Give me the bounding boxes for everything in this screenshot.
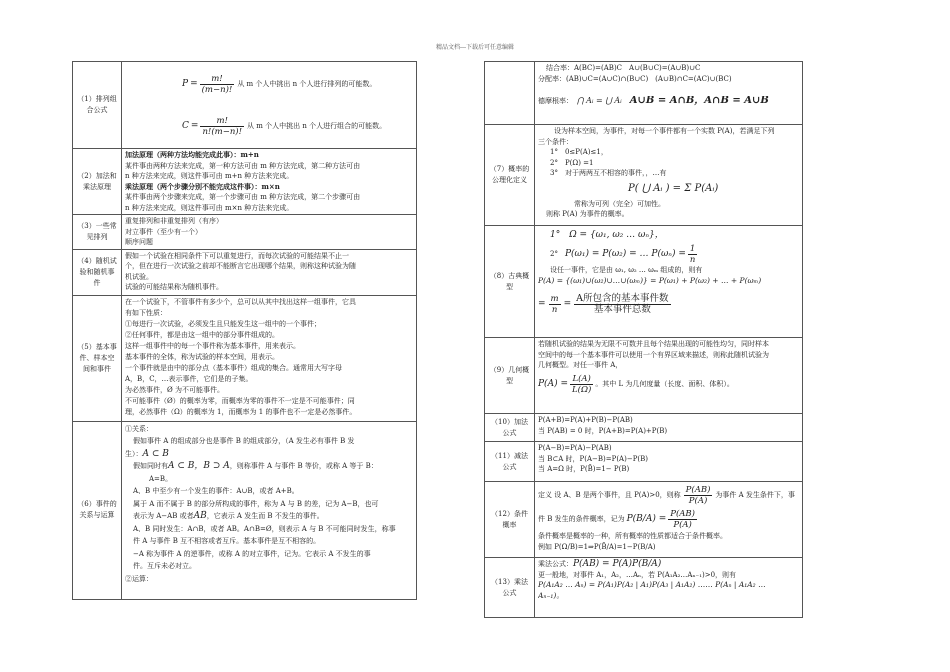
table-row <box>485 125 803 226</box>
text-line: 某件事由两种方法来完成，第一种方法可由 m 种方法完成，第二种方法可由 <box>125 161 361 170</box>
text-span: 。其中 L 为几何度量（长度、面积、体积）。 <box>595 380 734 389</box>
text-line: 更一般地，对事件 A₁，A₂，…Aₙ，若 P(A₁A₂…Aₙ₋₁)>0，则有 <box>538 570 737 579</box>
text-span: ，则称事件 A 与事件 B 等价，或称 A 等于 B： <box>229 462 378 470</box>
text-line: A、B 同时发生：A∩B，或者 AB。A∩B=Ø，则表示 A 与 B 不可能同时发生，称事 <box>133 524 396 533</box>
table-row <box>485 482 803 558</box>
text-line: 空间中的每一个基本事件可以使用一个有界区域来描述，则称此随机试验为 <box>538 350 769 359</box>
conditional-cell <box>535 482 803 558</box>
text-line: 乘法原理（两个步骤分别不能完成这件事）：m×n <box>125 181 280 191</box>
demorgan-formula: A∪B = Ā∩B̄，A∩B = Ā∪B̄ <box>629 96 769 106</box>
geo-fraction: $\frac{L(A)}{L(\Omega)}$ <box>571 374 592 395</box>
classic-ratio: A所包含的基本事件数 基本事件总数 <box>576 293 669 315</box>
text-line: 机试验。 <box>125 272 153 281</box>
text-line: 分配率：(AB)∪C=(A∪C)∩(B∪C) (A∪B)∩C=(AC)∪(BC) <box>538 74 732 83</box>
text-line: 一个事件就是由中的部分点（基本事件）组成的集合。通常用大写字母 <box>125 363 342 372</box>
text-line: 假如事件 A 的组成部分也是事件 B 的组成部分，（A 发生必有事件 B 发 <box>133 437 355 445</box>
equal-prob-formula: P(ω₁) = P(ω₂) = … P(ωₙ) = <box>564 248 686 259</box>
common-cell <box>122 215 417 250</box>
row-label: （2）加法和乘法原理 <box>73 149 122 215</box>
table-row <box>485 62 803 125</box>
permutation-cell: P = $\frac{m!}{(m-n)!}$ 从 m 个人中挑出 n 个人进行排列的可能数。 C = $\frac{m!}{n!(m-n)!}$ 从 m 个人中挑出 n 个人进行组合的可能数。 <box>122 62 417 149</box>
text-line: 条件概率是概率的一种，所有概率的性质都适合于条件概率。 <box>538 532 727 540</box>
table-row <box>73 215 417 250</box>
text-line: 顺序问题 <box>125 238 153 246</box>
text-line: −A 称为事件 A 的逆事件，或称 A 的对立事件，记为。它表示 A 不发生的事 <box>133 549 371 558</box>
sample-space-formula: 1° Ω = {ω₁, ω₂ … ωₙ}， <box>550 230 664 240</box>
row-label-empty <box>485 62 535 125</box>
row-label: （10）加法公式 <box>485 414 535 442</box>
text-line: P(A−B)=P(A)−P(AB) <box>538 444 612 452</box>
right-formula-table <box>484 61 803 618</box>
text-line: 基本事件的全体，称为试验的样本空间，用表示。 <box>125 352 279 361</box>
chain-formula-end: Aₙ₋₁)。 <box>538 590 564 600</box>
comb-symbol: C <box>182 120 189 131</box>
text-line: 这样一组事件中的每一个事件称为基本事件，用来表示。 <box>125 341 300 350</box>
text-span: 生）： <box>125 449 143 458</box>
row-label: （8）古典概型 <box>485 226 535 338</box>
text-line: 重复排列和非重复排列（有序） <box>125 217 223 225</box>
text-line: 某件事由两个步骤来完成，第一个步骤可由 m 种方法完成，第二个步骤可由 <box>125 193 361 201</box>
text-line: n 种方法来完成，则这件事可由 m×n 种方法来完成。 <box>125 203 294 212</box>
multiplication-cell <box>535 558 803 618</box>
text-line: n 种方法来完成，则这件事可由 m+n 种方法来完成。 <box>125 172 294 180</box>
text-line: 在一个试验下，不管事件有多少个，总可以从其中找出这样一组事件，它具 <box>125 297 356 306</box>
subtraction-cell <box>535 442 803 482</box>
text-line: 件 A 与事件 B 互不相容或者互斥。基本事件是互不相容的。 <box>133 537 321 545</box>
additivity-formula: P( ⋃ Aᵢ ) = Σ P(Aᵢ) <box>628 182 719 194</box>
row-label: （3）一些常见排列 <box>73 215 122 250</box>
text-line: 理，必然事件（Ω）的概率为 1，而概率为 1 的事件也不一定是必然事件。 <box>125 407 357 416</box>
difference-formula: AB̄ <box>193 511 207 521</box>
text-line: 几何概型。对任一事件 A， <box>538 361 623 369</box>
text-line: 则称 P(A) 为事件的概率。 <box>546 210 629 218</box>
text-span: ，它表示 A 发生而 B 不发生的事件。 <box>206 512 324 520</box>
subset-formula: A ⊂ B <box>142 448 169 459</box>
random-cell <box>122 249 417 295</box>
table-row <box>485 442 803 482</box>
addition-cell <box>535 414 803 442</box>
comb-fraction: $\frac{m!}{n!(m-n)!}$ <box>202 115 243 137</box>
text-span: 乘法公式： <box>538 560 573 568</box>
chain-formula: P(A₁A₂ … Aₙ) = P(A₁)P(A₂ | A₁)P(A₃ | A₁A₂) …… P(Aₙ | A₁A₂ … <box>538 580 766 589</box>
table-row <box>485 558 803 618</box>
text-span: 件 B 发生的条件概率，记为 <box>538 514 625 523</box>
text-line: A，B，C，…表示事件，它们是的子集。 <box>125 374 253 383</box>
text-line: 属于 A 而不属于 B 的部分所构成的事件，称为 A 与 B 的差，记为 A−B，也可 <box>133 499 379 508</box>
text-line: 假如一个试验在相同条件下可以重复进行，而每次试验的可能结果不止一 <box>125 251 349 260</box>
m-over-n: $\frac{m}{n}$ <box>550 294 559 315</box>
text-line: 为必然事件，Ø 为不可能事件。 <box>125 385 224 394</box>
cond-fraction-2: $\frac{P(AB)}{P(A)}$ <box>670 508 695 530</box>
text-line: 2° P(Ω) =1 <box>550 158 594 167</box>
one-over-n: $\frac{1}{n}$ <box>689 243 696 265</box>
row-label: （13）乘法公式 <box>485 558 535 618</box>
text-line: 不可能事件（Ø）的概率为零，而概率为零的事件不一定是不可能事件；同 <box>125 396 355 405</box>
text-line: 三个条件： <box>538 137 573 146</box>
row-label: （1）排列组合公式 <box>73 62 122 149</box>
text-line: 当 P(AB) = 0 时，P(A+B)=P(A)+P(B) <box>538 426 668 435</box>
text-line: 设为样本空间，为事件，对每一个事件都有一个实数 P(A)，若满足下列 <box>554 127 775 135</box>
text-line: 加法原理（两种方法均能完成此事）：m+n <box>125 150 259 159</box>
row-label: （12）条件概率 <box>485 482 535 558</box>
table-row <box>73 295 417 421</box>
text-span: 2° <box>550 249 565 258</box>
row-label: （4）随机试验和随机事件 <box>73 249 122 295</box>
mult-formula: P(AB) = P(A)P(B/A) <box>573 559 662 569</box>
perm-symbol: P <box>182 78 189 89</box>
table-row <box>73 249 417 295</box>
page-header: 精品文档---下载后可任意编辑 <box>435 44 515 51</box>
geo-formula-lhs: P(A) = <box>538 379 568 390</box>
text-line: ①每进行一次试验，必须发生且只能发生这一组中的一个事件； <box>125 319 321 328</box>
left-formula-table <box>72 61 417 600</box>
text-line: 例如 P(Ω/B)=1⇒P(B̄/A)=1−P(B/A) <box>538 542 656 551</box>
text-line: 设任一事件，它是由 ω₁, ω₂ … ωₘ 组成的，则有 <box>550 266 703 274</box>
text-line: ②任何事件，都是由这一组中的部分事件组成的。 <box>125 330 279 339</box>
cond-fraction: P(AB) P(A) <box>685 484 711 506</box>
text-line: 当 A=Ω 时，P(B̄)=1− P(B) <box>538 465 630 473</box>
text-line: A=B。 <box>149 474 173 483</box>
text-line: 对立事件（至少有一个） <box>125 227 202 236</box>
text-line: 当 B⊂A 时，P(A−B)=P(A)−P(B) <box>538 454 649 463</box>
text-line: ①关系： <box>125 424 153 433</box>
equivalence-formula: A ⊂ B，B ⊃ A <box>168 461 230 471</box>
geometric-cell <box>535 338 803 414</box>
text-line: 试验的可能结果称为随机事件。 <box>125 283 223 291</box>
text-line: ②运算： <box>125 574 153 583</box>
text-line: 件。互斥未必对立。 <box>133 562 196 570</box>
table-row <box>485 226 803 338</box>
text-span: 定义 设 A、B 是两个事件，且 P(A)>0，则称 <box>538 490 681 499</box>
row-label: （7）概率的公理化定义 <box>485 125 535 226</box>
demorgan-general: ⋂ Aᵢ = ⋃ Āᵢ <box>577 96 622 105</box>
text-span: 表示为 A−AB 或者 <box>133 512 194 520</box>
add-mult-cell <box>122 149 417 215</box>
row-label: （6）事件的关系与运算 <box>73 421 122 599</box>
text-span: 假如同时有 <box>133 462 168 470</box>
perm-description: 从 m 个人中挑出 n 个人进行排列的可能数。 <box>237 79 377 88</box>
relation-cell <box>122 421 417 599</box>
perm-fraction: $\frac{m!}{(m-n)!}$ <box>201 73 233 95</box>
table-row <box>485 338 803 414</box>
comb-description: 从 m 个人中挑出 n 个人进行组合的可能数。 <box>247 121 387 130</box>
table-row <box>73 62 417 149</box>
row-label: （5）基本事件、样本空间和事件 <box>73 295 122 421</box>
text-line: P(A+B)=P(A)+P(B)−P(AB) <box>538 416 633 424</box>
table-row <box>73 149 417 215</box>
table-row <box>485 414 803 442</box>
classic-sum-formula: P(A) = {(ω₁)∪(ω₂)∪…∪(ωₘ)} = P(ω₁) + P(ω₂) + … + P(ωₘ) <box>538 275 762 285</box>
text-line: 3° 对于两两互不相容的事件，，…有 <box>550 169 667 177</box>
operations-cell <box>535 62 803 125</box>
text-span: 德摩根率： <box>538 97 573 105</box>
row-label: （9）几何概型 <box>485 338 535 414</box>
classic-cell: 1° Ω = {ω₁, ω₂ … ωₙ}， 2° P(ω₁) = P(ω₂) = … P(ωₙ) = $\frac{1}{n}$ 设任一事件，它是由 ω₁, ω₂ … ωₘ 组成的，则有 P(A) = {(ω₁)∪(ω₂)∪…∪(ωₘ)} = P(ω₁) + P(ω₂) + … + P(ωₘ) = $\frac{m}{n}$ = A所包含的基本事件数 基本事件总数 <box>535 226 803 338</box>
basic-event-cell <box>122 295 417 421</box>
cond-formula-lhs: P(B/A) = <box>626 513 667 524</box>
axiom-cell <box>535 125 803 226</box>
text-line: 有如下性质： <box>125 308 167 317</box>
text-line: 常称为可列（完全）可加性。 <box>574 199 665 208</box>
table-row <box>73 421 417 599</box>
text-line: 若随机试验的结果为无限不可数并且每个结果出现的可能性均匀，同时样本 <box>538 340 769 348</box>
text-span: 为事件 A 发生条件下，事 <box>715 490 795 499</box>
text-line: A、B 中至少有一个发生的事件：A∪B，或者 A+B。 <box>133 487 299 495</box>
text-line: 个，但在进行一次试验之前却不能断言它出现哪个结果，则称这种试验为随 <box>125 262 356 270</box>
text-line: 结合率：A(BC)=(AB)C A∪(B∪C)=(A∪B)∪C <box>546 64 701 72</box>
text-line: 1° 0≤P(A)≤1， <box>550 148 608 156</box>
row-label: （11）减法公式 <box>485 442 535 482</box>
